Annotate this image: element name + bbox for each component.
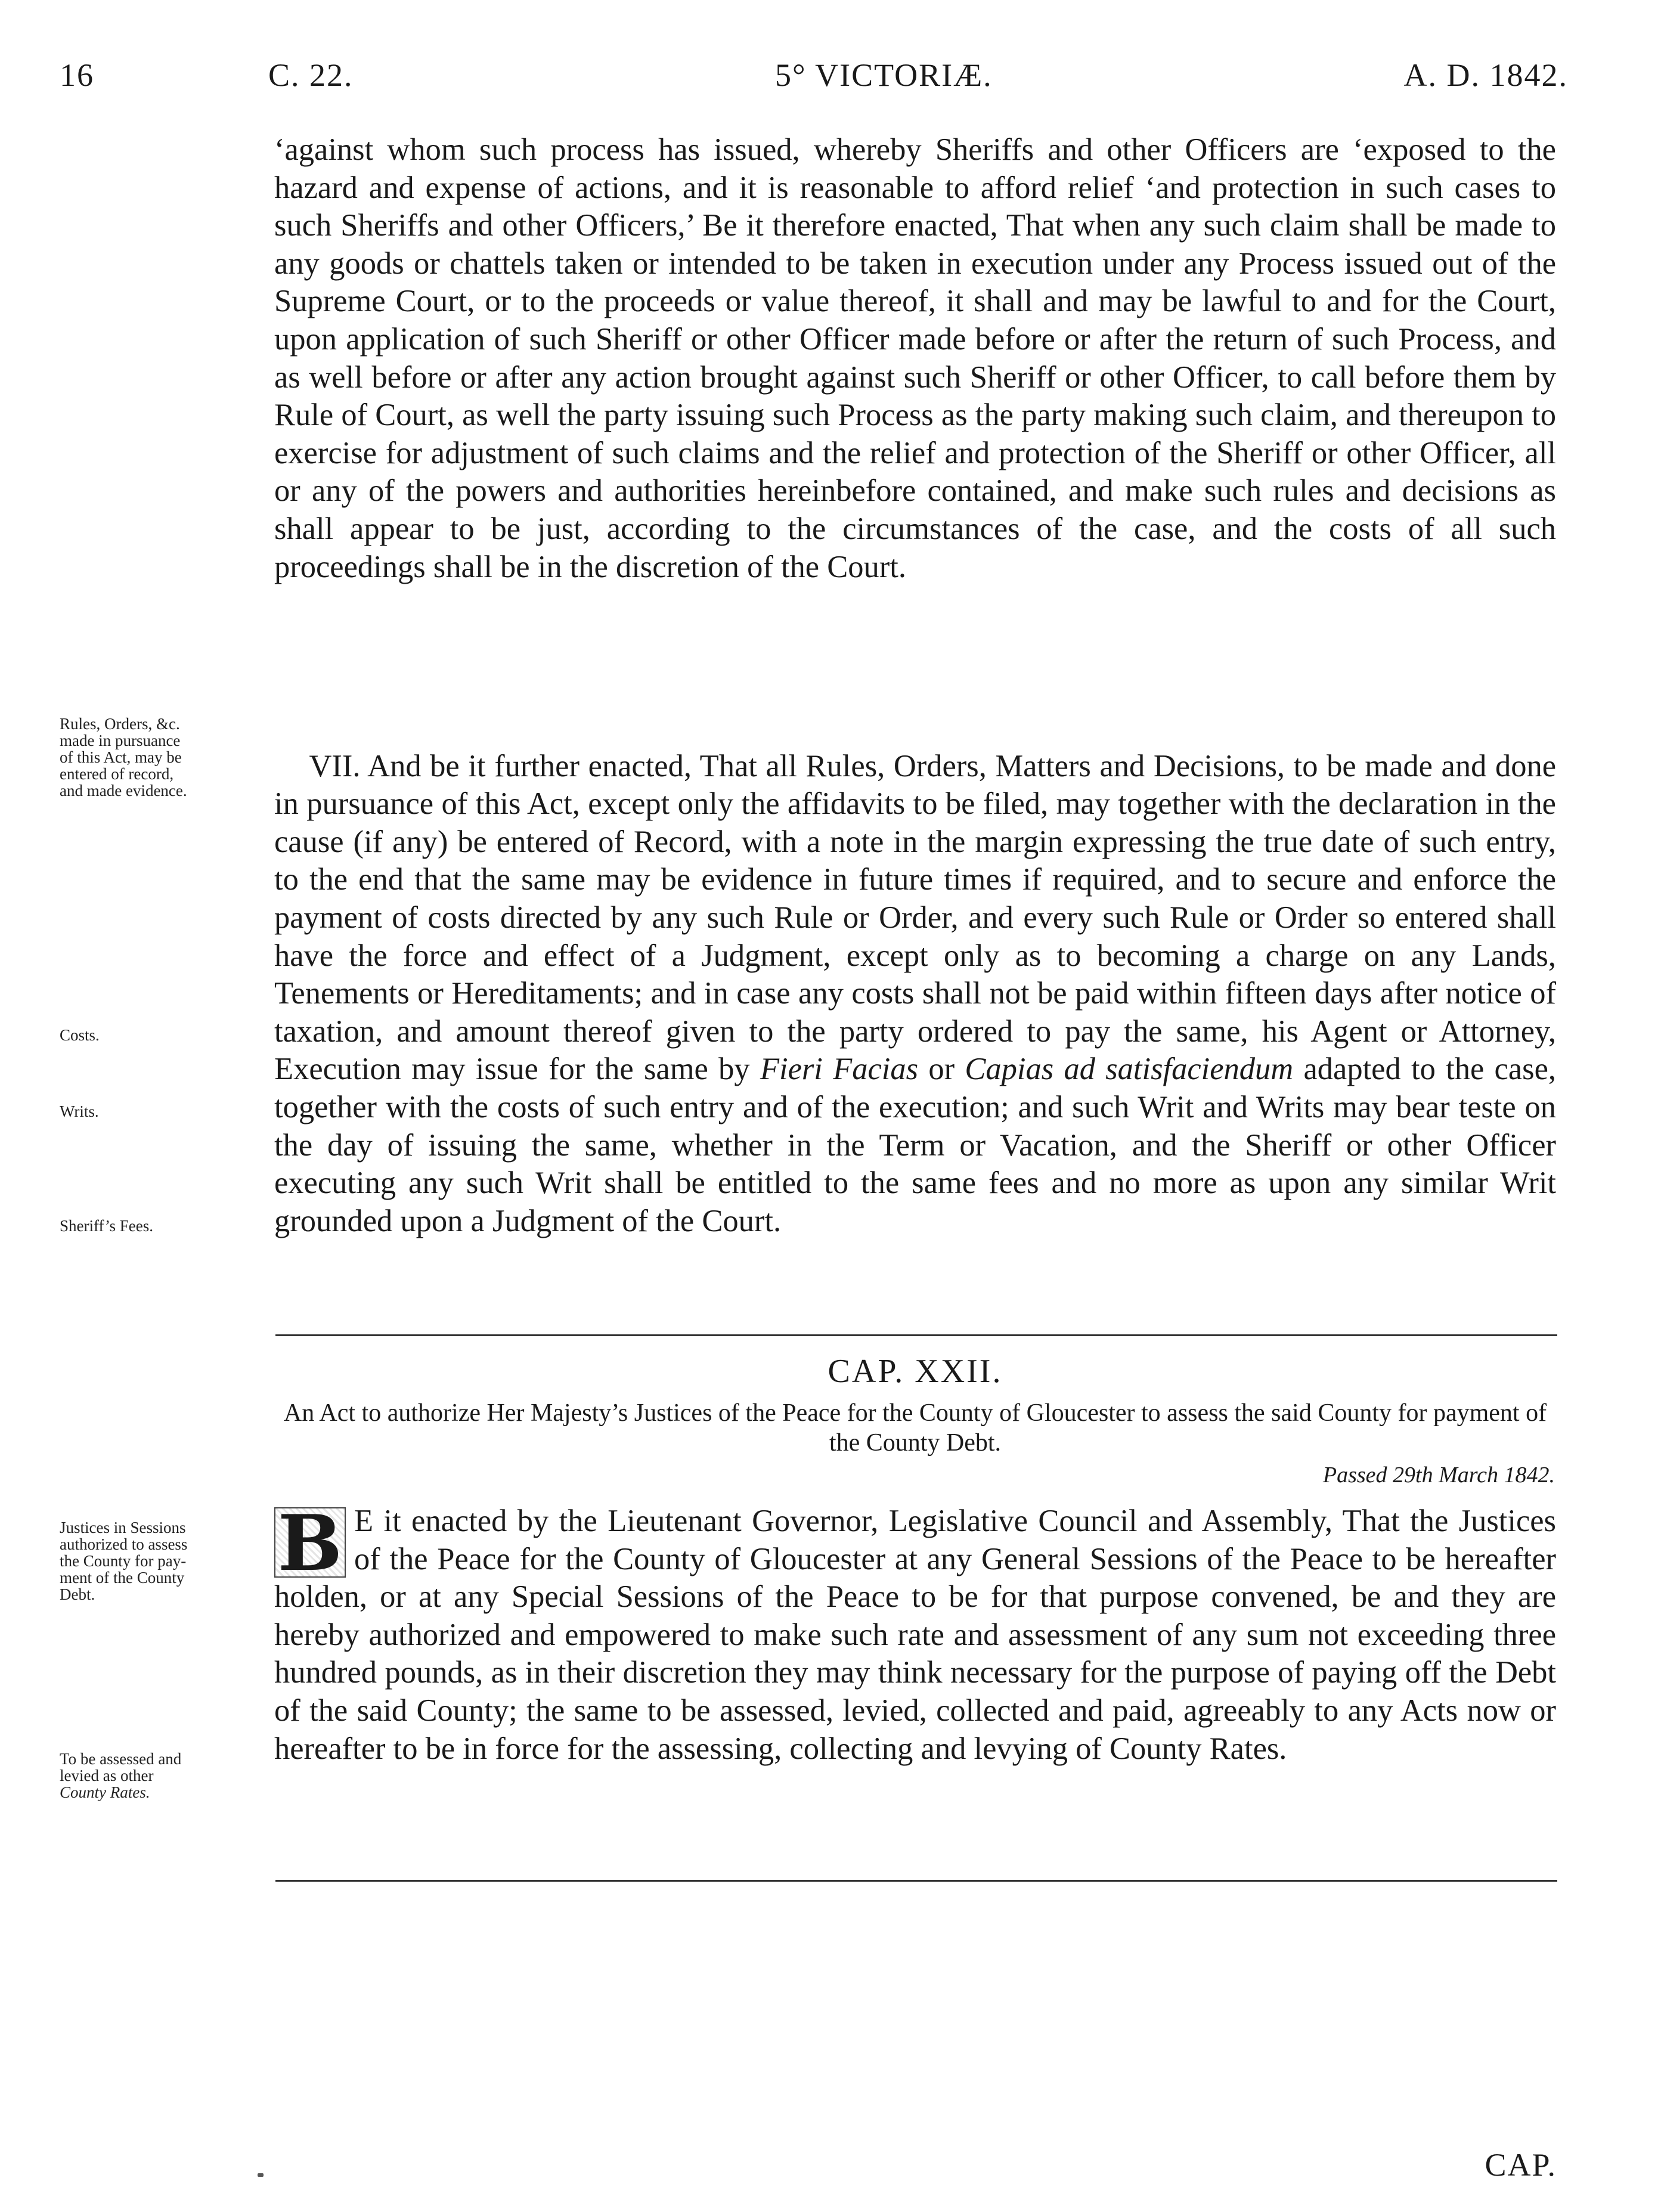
writ-capias: Capias ad satisfaciendum: [965, 1052, 1294, 1087]
writ-fieri-facias: Fieri Facias: [760, 1052, 919, 1087]
margin-note-writs: Writs.: [60, 1102, 99, 1120]
act-long-title: An Act to authorize Her Majesty’s Justices of the Peace for the County of Gloucester to assess the said County for payment of the County Debt.: [283, 1399, 1547, 1457]
end-divider: [275, 1880, 1557, 1882]
passed-date: Passed 29th March 1842.: [1322, 1463, 1555, 1488]
margin-note-costs: Costs.: [60, 1026, 100, 1044]
margin-note-county-rates-line1: To be assessed and levied as other: [60, 1750, 182, 1785]
chapter-title: CAP. XXII.: [828, 1353, 1003, 1390]
margin-note-rules-orders: Rules, Orders, &c. made in pursuance of this Act, may be entered of record, and made evidence.: [60, 715, 187, 800]
section-divider: [275, 1334, 1557, 1336]
chapter-reference: C. 22.: [268, 57, 354, 93]
calendar-year: A. D. 1842.: [1403, 57, 1568, 93]
page-number: 16: [60, 57, 94, 93]
catchword: CAP.: [1485, 2147, 1557, 2183]
cap-xxii-body-text: E it enacted by the Lieutenant Governor, Legislative Council and Assembly, That the Justices of the Peace for the County of Gloucester at any General Sessions of the Peace to be hereafter holden, or at any Special Sessions of the Peace to be for that purpose convened, be and they are hereby authorized and empowered to make such rate and assessment of any sum not exceeding three hundred pounds, as in their discretion they may think necessary for the purpose of paying off the Debt of the said County; the same to be assessed, levied, collected and paid, agreeably to any Acts now or hereafter to be in force for the assessing, collecting and levying of County Rates.: [274, 1504, 1556, 1766]
margin-note-justices: Justices in Sessions authorized to assess the County for pay- ment of the County Debt.: [60, 1519, 188, 1603]
print-speck: [258, 2173, 264, 2177]
margin-note-county-rates-line2: County Rates.: [60, 1783, 150, 1801]
cap-xxii-enacting-clause: [274, 1499, 1556, 1768]
margin-note-county-rates: [60, 1751, 262, 1801]
section-vii-connector: or: [918, 1052, 965, 1087]
section-vii-text-b: adapted to the case, together with the costs of such entry and of the execution; and such Writ and Writs may bear teste on the day of issuing the same, whether in the Term or Vacation, and the Sheriff or other Officer executing any such Writ shall be entitled to the same fees and no more as upon any similar Writ grounded upon a Judgment of the Court.: [274, 1052, 1564, 1238]
regnal-year: 5° VICTORIÆ.: [775, 57, 993, 93]
section-vii-text-a: VII. And be it further enacted, That all Rules, Orders, Matters and Decisions, to be made and done in pursuance of this Act, except only the affidavits to be filed, may together with the declaration in the cause (if any) be entered of Record, with a note in the margin expressing the true date of such entry, to the end that the same may be evidence in future times if required, and to secure and enforce the payment of costs directed by any such Rule or Order, and every such Rule or Order so entered shall have the force and effect of a Judgment, except only as to becoming a charge on any Lands, Tenements or Hereditaments; and in case any costs shall not be paid within fifteen days after notice of taxation, and amount thereof given to the party ordered to pay the same, his Agent or Attorney, Execution may issue for the same by: [274, 748, 1564, 1087]
section-vii-paragraph: [274, 710, 1564, 1278]
drop-cap: B: [274, 1507, 346, 1578]
continuation-paragraph: ‘against whom such process has issued, whereby Sheriffs and other Officers are ‘exposed to the hazard and expense of actions, and it is reasonable to afford relief ‘and protection in such cases to such Sheriffs and other Officers,’ Be it therefore enacted, That when any such claim shall be made to any goods or chattels taken or intended to be taken in execution under any Process issued out of the Supreme Court, or to the proceeds or value thereof, it shall and may be lawful to and for the Court, upon application of such Sheriff or other Officer made before or after the return of such Process, and as well before or after any action brought against such Sheriff or other Officer, to call before them by Rule of Court, as well the party issuing such Process as the party making such claim, and thereupon to exercise for adjustment of such claims and the relief and protection of the Sheriff or other Officer, all or any of the powers and authorities hereinbefore contained, and make such rules and decisions as shall appear to be just, according to the circumstances of the case, and the costs of all such proceedings shall be in the discretion of the Court.: [274, 132, 1564, 584]
margin-note-sheriff-fees: Sheriff’s Fees.: [60, 1217, 153, 1235]
running-header: [60, 57, 1568, 104]
